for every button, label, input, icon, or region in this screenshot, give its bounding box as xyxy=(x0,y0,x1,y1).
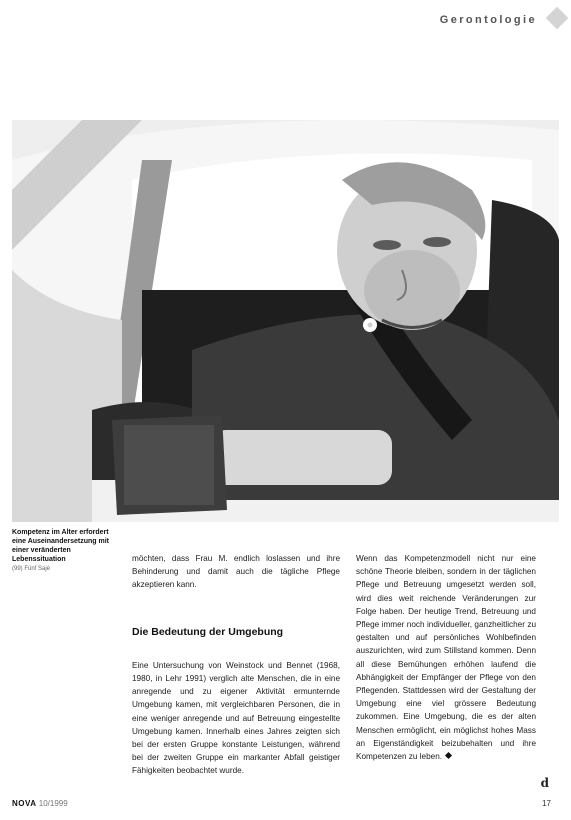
article-photo xyxy=(12,120,559,522)
end-mark-icon xyxy=(445,752,452,759)
article-column-right xyxy=(356,552,536,763)
issue-number: 10/1999 xyxy=(38,799,68,808)
corner-diamond-icon xyxy=(546,7,569,30)
photo-credit: (99) Fünf Sajé xyxy=(12,566,51,572)
page-number: 17 xyxy=(542,799,551,808)
article-paragraph xyxy=(356,552,536,763)
article-paragraph: Eine Untersuchung von Weinstock und Bennet (1968, 1980, in Lehr 1991) verglich alte Menschen, die in eine anregende und zu eigener Aktivität ermunternde Umgebung kamen, mit vergleichbaren Personen, die in eine weniger anregende und auf Betreuung eingestellte Umgebung kamen. Innerhalb eines Jahres zeigten sich bei der ersten Gruppe konstante Leistungen, während bei der zweiten Gruppe ein markanter Abfall geistiger Fähigkeiten beobachtet wurde. xyxy=(132,660,340,776)
magazine-name: NOVA xyxy=(12,799,37,808)
article-paragraph-text: Wenn das Kompetenzmodell nicht nur eine schöne Theorie bleiben, sondern in der täglichen Pflege und Betreuung umgesetzt werden soll, wird dies weit reichende Veränderungen zur Folge haben. Der heutige Trend, Betreuung und Pflege immer noch individueller, ganzheitlicher zu gestalten und auf persönliches Wohlbefinden auszurichten, wird zum Stillstand kommen. Denn all diese Bemühungen erhöhen laufend die Abhängigkeit der Empfänger der Pflege von den Pflegenden. Stattdessen wird der Gestaltung der Umgebung eine viel grössere Bedeutung zukommen. Eine Umgebung, die es der alten Menschen ermöglicht, ein möglichst hohes Mass an Eigenständigkeit beizubehalten und ihre Kompetenzen zu leben. xyxy=(356,554,536,762)
footer-magazine xyxy=(12,799,68,808)
article-subheading: Die Bedeutung der Umgebung xyxy=(132,625,284,638)
section-title: Gerontologie xyxy=(439,14,537,26)
article-column-middle xyxy=(132,552,340,778)
footer-mark: d xyxy=(540,776,549,790)
article-paragraph: möchten, dass Frau M. endlich loslassen und ihre Behinderung und damit auch die tägliche Pflege akzeptieren kann. xyxy=(132,554,340,590)
photo-caption xyxy=(12,528,124,574)
caption-text: Kompetenz im Alter erfordert eine Auseinandersetzung mit einer veränderten Lebenssituation xyxy=(12,529,109,563)
